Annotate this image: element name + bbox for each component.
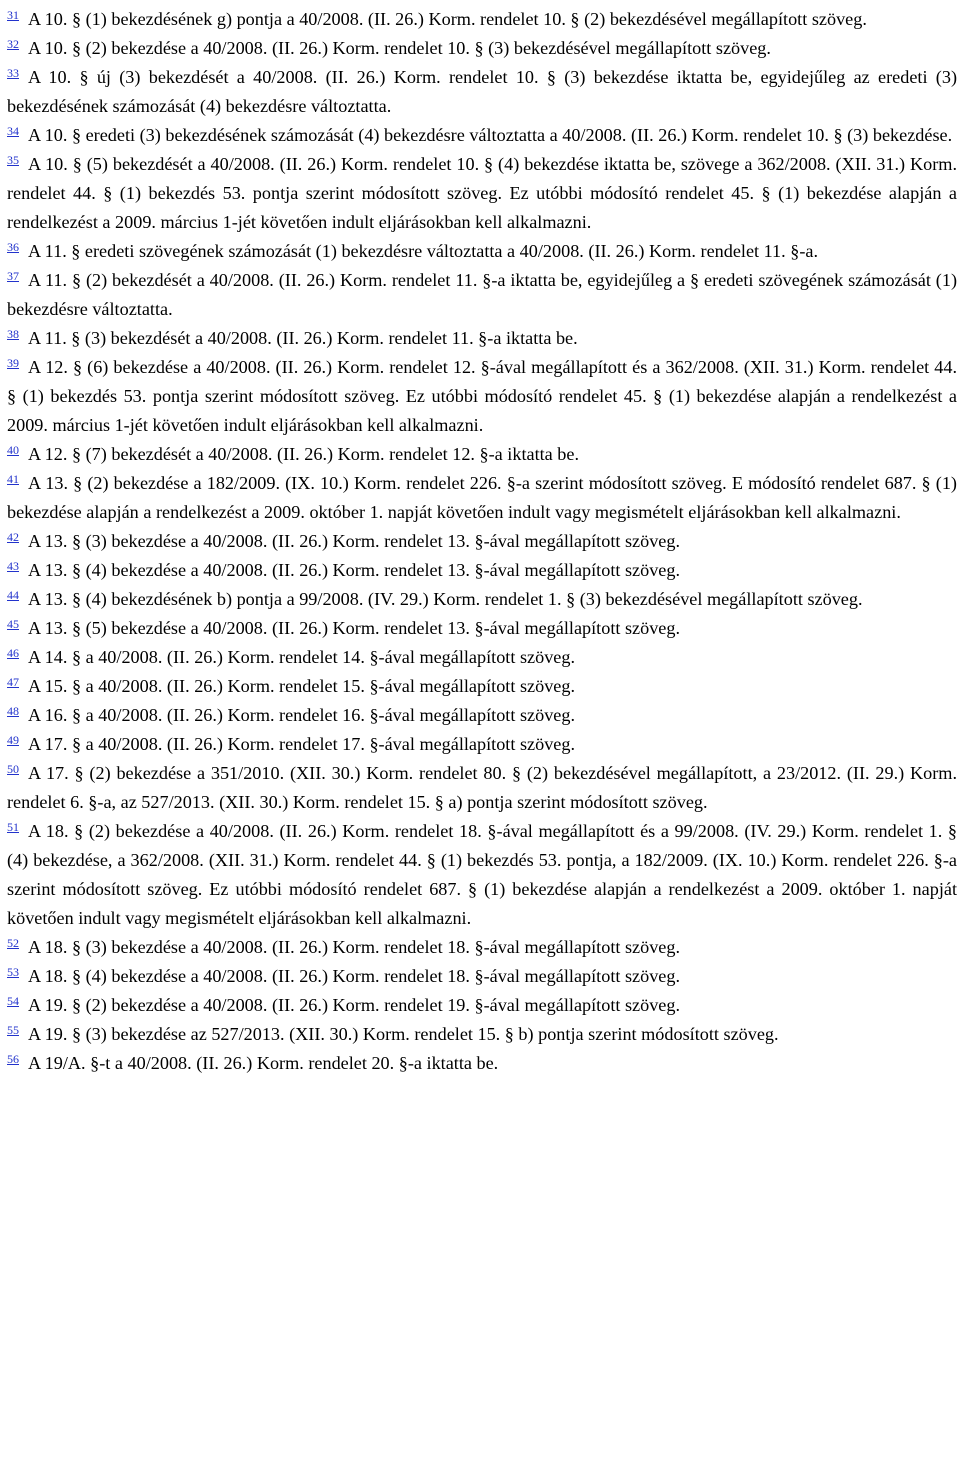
footnote-ref-link[interactable]: 48 (7, 704, 19, 718)
footnote-text: A 19. § (2) bekezdése a 40/2008. (II. 26.) Korm. rendelet 19. §-ával megállapított szöveg. (28, 995, 681, 1015)
footnote-text: A 13. § (4) bekezdésének b) pontja a 99/2008. (IV. 29.) Korm. rendelet 1. § (3) bekezdésével megállapított szöveg. (28, 589, 863, 609)
footnote-ref-link[interactable]: 55 (7, 1023, 19, 1037)
footnote (7, 527, 957, 556)
footnote (7, 817, 957, 933)
footnote-text: A 10. § eredeti (3) bekezdésének számozását (4) bekezdésre változtatta a 40/2008. (II. 26.) Korm. rendelet 10. § (3) bekezdése. (28, 125, 953, 145)
footnote-ref-link[interactable]: 35 (7, 153, 19, 167)
footnote-ref-link[interactable]: 38 (7, 327, 19, 341)
footnote-ref-link[interactable]: 47 (7, 675, 19, 689)
footnote (7, 440, 957, 469)
footnote-text: A 11. § (3) bekezdését a 40/2008. (II. 26.) Korm. rendelet 11. §-a iktatta be. (28, 328, 578, 348)
footnote (7, 324, 957, 353)
footnote-ref-link[interactable]: 39 (7, 356, 19, 370)
footnote (7, 266, 957, 324)
footnote (7, 237, 957, 266)
footnote-text: A 16. § a 40/2008. (II. 26.) Korm. rendelet 16. §-ával megállapított szöveg. (28, 705, 576, 725)
footnote-text: A 12. § (7) bekezdését a 40/2008. (II. 26.) Korm. rendelet 12. §-a iktatta be. (28, 444, 580, 464)
footnote (7, 933, 957, 962)
footnote-ref-link[interactable]: 52 (7, 936, 19, 950)
footnote-text: A 13. § (2) bekezdése a 182/2009. (IX. 10.) Korm. rendelet 226. §-a szerint módosított szöveg. E módosító rendelet 687. § (1) bekezdése alapján a rendelkezést a 2009. október 1. napját követően indult vagy megismételt eljárásokban kell alkalmazni. (7, 473, 957, 522)
footnote (7, 5, 957, 34)
footnote-ref-link[interactable]: 37 (7, 269, 19, 283)
footnote-text: A 13. § (3) bekezdése a 40/2008. (II. 26.) Korm. rendelet 13. §-ával megállapított szöveg. (28, 531, 681, 551)
footnote-text: A 13. § (4) bekezdése a 40/2008. (II. 26.) Korm. rendelet 13. §-ával megállapított szöveg. (28, 560, 681, 580)
footnote-ref-link[interactable]: 51 (7, 820, 19, 834)
footnote (7, 759, 957, 817)
footnote-text: A 11. § (2) bekezdését a 40/2008. (II. 26.) Korm. rendelet 11. §-a iktatta be, egyidejűleg a § eredeti szövegének számozását (1) bekezdésre változtatta. (7, 270, 957, 319)
footnote (7, 672, 957, 701)
footnote (7, 991, 957, 1020)
footnote (7, 556, 957, 585)
footnote-ref-link[interactable]: 33 (7, 66, 19, 80)
footnote-ref-link[interactable]: 31 (7, 8, 19, 22)
footnote-ref-link[interactable]: 36 (7, 240, 19, 254)
footnote (7, 643, 957, 672)
footnote (7, 701, 957, 730)
footnote-text: A 19. § (3) bekezdése az 527/2013. (XII. 30.) Korm. rendelet 15. § b) pontja szerint módosított szöveg. (28, 1024, 779, 1044)
footnote-ref-link[interactable]: 41 (7, 472, 19, 486)
footnote-ref-link[interactable]: 40 (7, 443, 19, 457)
footnote (7, 962, 957, 991)
footnote-text: A 18. § (2) bekezdése a 40/2008. (II. 26.) Korm. rendelet 18. §-ával megállapított és a 99/2008. (IV. 29.) Korm. rendelet 1. § (4) bekezdése, a 362/2008. (XII. 31.) Korm. rendelet 44. § (1) bekezdés 53. pontja, a 182/2009. (IX. 10.) Korm. rendelet 226. §-a szerint módosított szöveg. Ez utóbbi módosító rendelet 687. § (1) bekezdése alapján a rendelkezést a 2009. október 1. napját követően indult vagy megismételt eljárásokban kell alkalmazni. (7, 821, 957, 928)
footnote-ref-link[interactable]: 44 (7, 588, 19, 602)
footnote-text: A 19/A. §-t a 40/2008. (II. 26.) Korm. rendelet 20. §-a iktatta be. (28, 1053, 499, 1073)
footnote-text: A 10. § (1) bekezdésének g) pontja a 40/2008. (II. 26.) Korm. rendelet 10. § (2) bekezdésével megállapított szöveg. (28, 9, 867, 29)
footnote (7, 353, 957, 440)
footnote-text: A 10. § (5) bekezdését a 40/2008. (II. 26.) Korm. rendelet 10. § (4) bekezdése iktatta be, szövege a 362/2008. (XII. 31.) Korm. rendelet 44. § (1) bekezdés 53. pontja szerint módosított szöveg. Ez utóbbi módosító rendelet 45. § (1) bekezdése alapján a rendelkezést a 2009. március 1-jét követően indult eljárásokban kell alkalmazni. (7, 154, 957, 232)
footnote-text: A 17. § (2) bekezdése a 351/2010. (XII. 30.) Korm. rendelet 80. § (2) bekezdésével megállapított, a 23/2012. (II. 29.) Korm. rendelet 6. §-a, az 527/2013. (XII. 30.) Korm. rendelet 15. § a) pontja szerint módosított szöveg. (7, 763, 957, 812)
footnote-text: A 10. § (2) bekezdése a 40/2008. (II. 26.) Korm. rendelet 10. § (3) bekezdésével megállapított szöveg. (28, 38, 771, 58)
footnote-ref-link[interactable]: 34 (7, 124, 19, 138)
footnote-ref-link[interactable]: 50 (7, 762, 19, 776)
footnote (7, 1020, 957, 1049)
footnote-text: A 13. § (5) bekezdése a 40/2008. (II. 26.) Korm. rendelet 13. §-ával megállapított szöveg. (28, 618, 681, 638)
footnote-list (7, 5, 957, 1078)
footnote (7, 150, 957, 237)
footnote-ref-link[interactable]: 45 (7, 617, 19, 631)
footnote (7, 34, 957, 63)
footnote-ref-link[interactable]: 32 (7, 37, 19, 51)
footnote-text: A 15. § a 40/2008. (II. 26.) Korm. rendelet 15. §-ával megállapított szöveg. (28, 676, 576, 696)
footnote (7, 614, 957, 643)
footnote-ref-link[interactable]: 46 (7, 646, 19, 660)
footnote (7, 121, 957, 150)
footnote-text: A 11. § eredeti szövegének számozását (1) bekezdésre változtatta a 40/2008. (II. 26.) Korm. rendelet 11. §-a. (28, 241, 819, 261)
footnote-ref-link[interactable]: 53 (7, 965, 19, 979)
footnote-ref-link[interactable]: 49 (7, 733, 19, 747)
footnote (7, 63, 957, 121)
footnote (7, 730, 957, 759)
footnote-text: A 10. § új (3) bekezdését a 40/2008. (II. 26.) Korm. rendelet 10. § (3) bekezdése iktatta be, egyidejűleg az eredeti (3) bekezdésének számozását (4) bekezdésre változtatta. (7, 67, 957, 116)
footnote-ref-link[interactable]: 54 (7, 994, 19, 1008)
footnote-ref-link[interactable]: 42 (7, 530, 19, 544)
footnote-text: A 14. § a 40/2008. (II. 26.) Korm. rendelet 14. §-ával megállapított szöveg. (28, 647, 576, 667)
footnote (7, 1049, 957, 1078)
footnote-text: A 18. § (3) bekezdése a 40/2008. (II. 26.) Korm. rendelet 18. §-ával megállapított szöveg. (28, 937, 681, 957)
footnote-text: A 17. § a 40/2008. (II. 26.) Korm. rendelet 17. §-ával megállapított szöveg. (28, 734, 576, 754)
footnote-text: A 18. § (4) bekezdése a 40/2008. (II. 26.) Korm. rendelet 18. §-ával megállapított szöveg. (28, 966, 681, 986)
footnote (7, 469, 957, 527)
footnote-ref-link[interactable]: 56 (7, 1052, 19, 1066)
footnote-ref-link[interactable]: 43 (7, 559, 19, 573)
footnote (7, 585, 957, 614)
footnote-text: A 12. § (6) bekezdése a 40/2008. (II. 26.) Korm. rendelet 12. §-ával megállapított és a 362/2008. (XII. 31.) Korm. rendelet 44. § (1) bekezdés 53. pontja szerint módosított szöveg. Ez utóbbi módosító rendelet 45. § (1) bekezdése alapján a rendelkezést a 2009. március 1-jét követően indult eljárásokban kell alkalmazni. (7, 357, 957, 435)
